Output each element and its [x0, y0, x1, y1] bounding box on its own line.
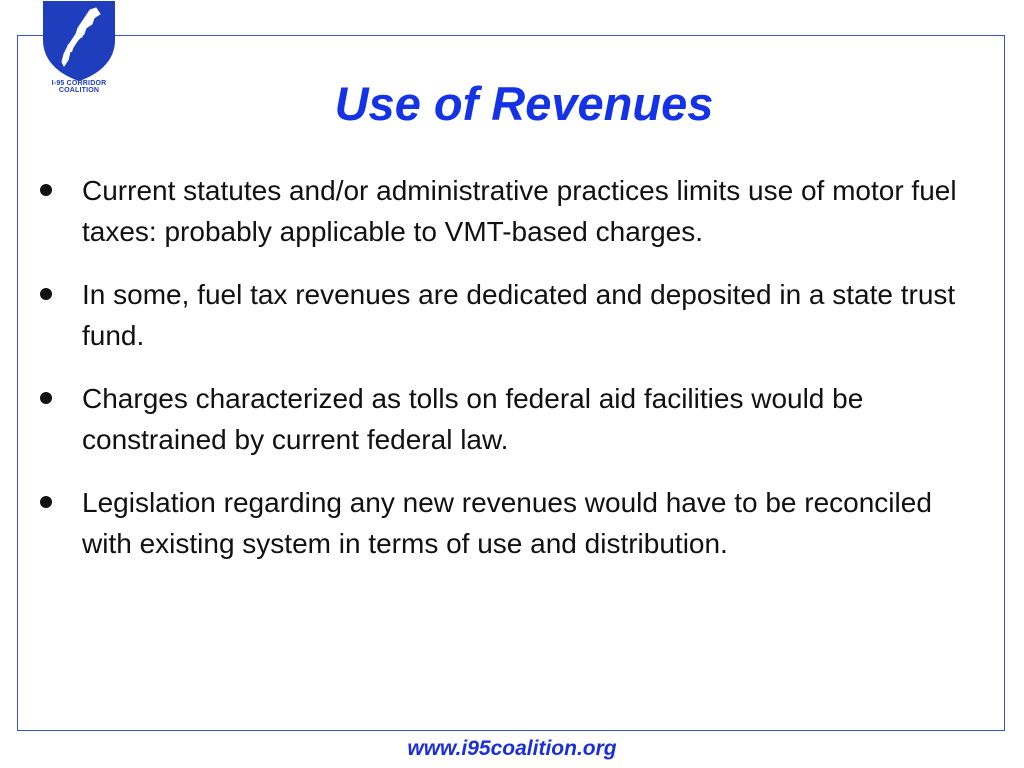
list-item — [40, 482, 980, 564]
bullet-text: In some, fuel tax revenues are dedicated and deposited in a state trust fund. — [82, 279, 956, 351]
bullet-icon — [40, 496, 52, 508]
bullet-text: Current statutes and/or administrative practices limits use of motor fuel taxes: probably applicable to VMT-based charges. — [82, 175, 957, 247]
bullet-icon — [40, 392, 52, 404]
bullet-text: Legislation regarding any new revenues would have to be reconciled with existing system in terms of use and distribution. — [82, 487, 932, 559]
list-item — [40, 378, 980, 460]
footer-url-link[interactable]: www.i95coalition.org — [407, 737, 617, 760]
logo-text-line2: COALITION — [58, 87, 100, 94]
list-item — [40, 170, 980, 252]
list-item — [40, 274, 980, 356]
i95-corridor-coalition-logo-icon — [38, 0, 120, 82]
bullet-text: Charges characterized as tolls on federal aid facilities would be constrained by current federal law. — [82, 383, 864, 455]
bullet-list — [40, 170, 980, 586]
bullet-icon — [40, 288, 52, 300]
page-title: Use of Revenues — [334, 77, 714, 130]
logo-text-line1: I-95 CORRIDOR — [51, 80, 107, 87]
bullet-icon — [40, 184, 52, 196]
